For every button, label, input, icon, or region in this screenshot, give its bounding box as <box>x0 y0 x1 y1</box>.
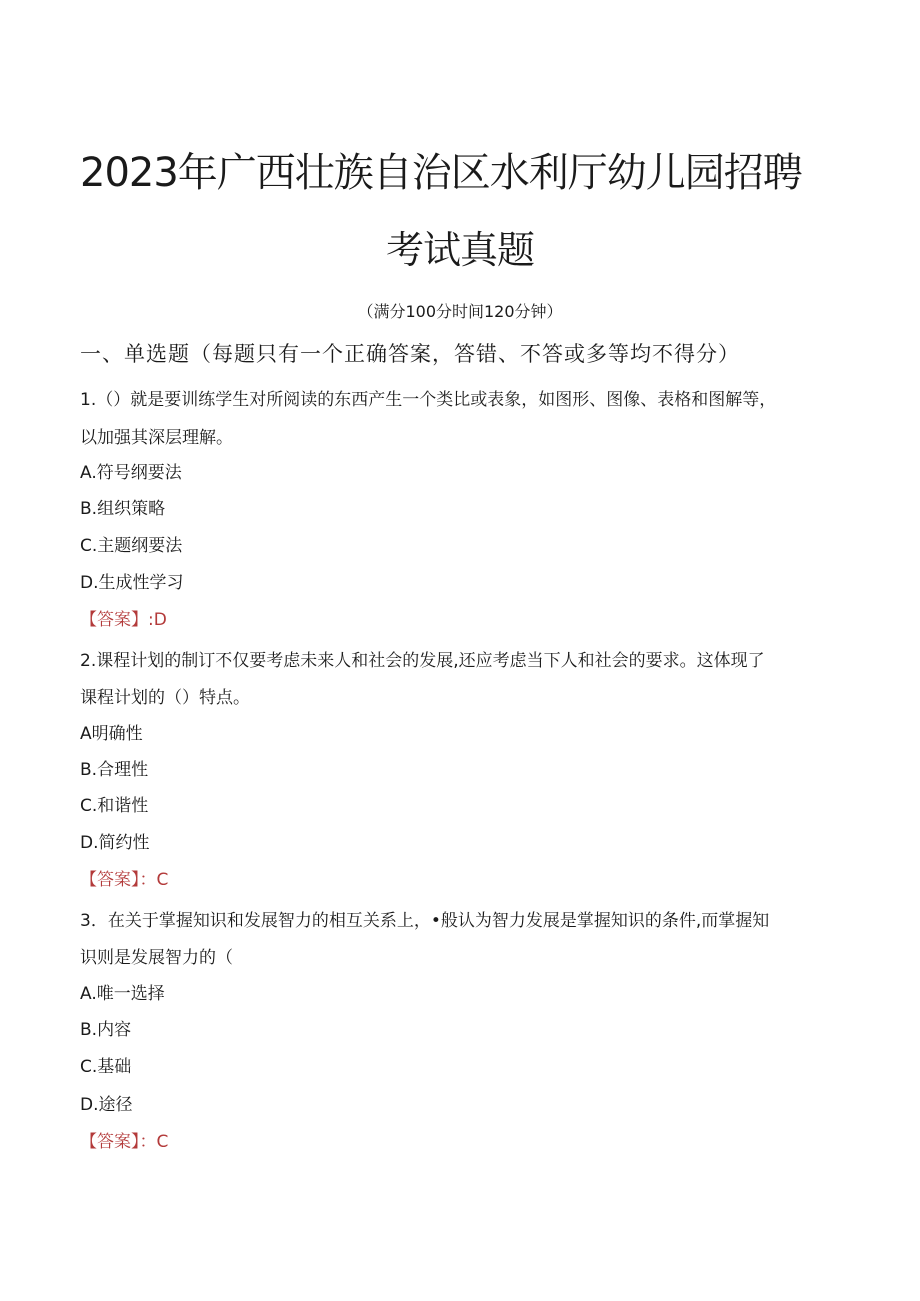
question-3-option-c: C.基础 <box>80 1057 132 1077</box>
question-3-stem-line2: 识则是发展智力的（ <box>80 948 233 968</box>
question-3-option-b: B.内容 <box>80 1020 132 1040</box>
question-1-option-c: C.主题纲要法 <box>80 536 183 556</box>
question-2-option-b: B.合理性 <box>80 760 149 780</box>
question-1-stem-line2: 以加强其深层理解。 <box>80 428 233 448</box>
section-heading: 一、单选题（每题只有一个正确答案，答错、不答或多等均不得分） <box>80 342 740 366</box>
question-3-answer: 【答案】：C <box>80 1132 169 1152</box>
question-2-option-d: D.简约性 <box>80 833 150 853</box>
document-title-line1: 2023年广西壮族自治区水利厅幼儿园招聘 <box>80 150 802 196</box>
question-1-option-b: B.组织策略 <box>80 499 166 519</box>
question-3-option-d: D.途径 <box>80 1095 133 1115</box>
question-3-stem-line1: 3．在关于掌握知识和发展智力的相互关系上，•般认为智力发展是掌握知识的条件,而掌握知 <box>80 911 770 931</box>
question-1-option-a: A.符号纲要法 <box>80 463 182 483</box>
question-2-answer: 【答案】：C <box>80 870 169 890</box>
question-3-option-a: A.唯一选择 <box>80 984 165 1004</box>
document-title-line2: 考试真题 <box>385 228 534 272</box>
question-2-option-a: A明确性 <box>80 724 143 744</box>
question-2-stem-line1: 2.课程计划的制订不仅要考虑未来人和社会的发展,还应考虑当下人和社会的要求。这体现了 <box>80 651 765 671</box>
exam-subtitle: （满分100分时间120分钟） <box>357 302 563 321</box>
question-2-option-c: C.和谐性 <box>80 796 149 816</box>
question-1-option-d: D.生成性学习 <box>80 573 184 593</box>
question-2-stem-line2: 课程计划的（）特点。 <box>80 688 250 708</box>
question-1-answer: 【答案】:D <box>80 610 167 630</box>
question-1-stem-line1: 1.（）就是要训练学生对所阅读的东西产生一个类比或表象，如图形、图像、表格和图解等， <box>80 390 777 410</box>
